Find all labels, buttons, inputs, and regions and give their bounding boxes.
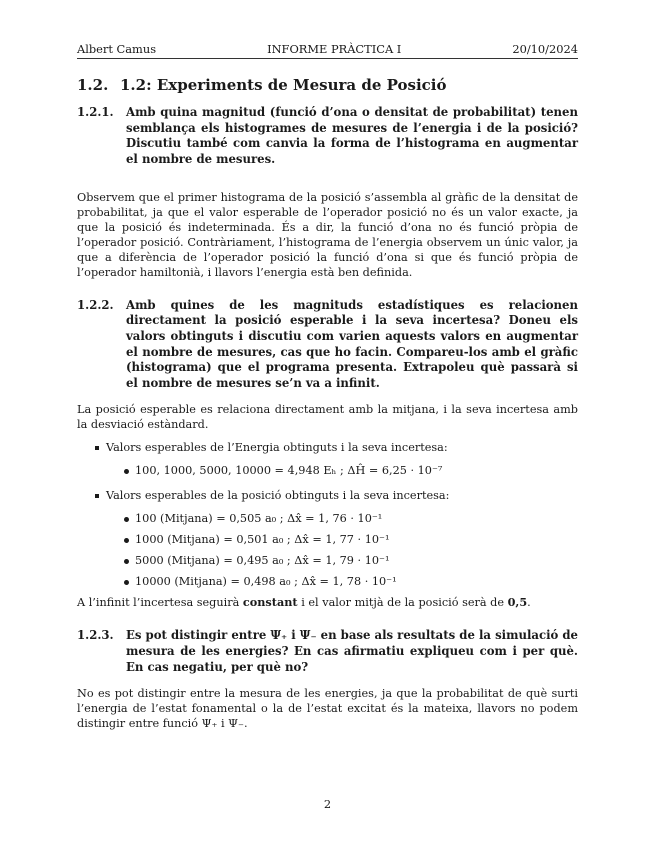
energy-sublist [106, 464, 578, 479]
conclusion-text: i el valor mitjà de la posició serà de [297, 596, 508, 610]
energy-heading: Valors esperables de l’Energia obtinguts i la seva incertesa: [106, 441, 448, 455]
list-item [93, 441, 578, 479]
position-value: 1000 (Mitjana) = 0,501 a₀ ; Δx̂ = 1, 77 · 10⁻¹ [135, 532, 390, 546]
list-item [123, 512, 578, 527]
conclusion-paragraph [77, 595, 578, 611]
list-item [93, 489, 578, 590]
position-value: 5000 (Mitjana) = 0,495 a₀ ; Δx̂ = 1, 79 · 10⁻¹ [135, 553, 390, 567]
list-item [123, 533, 578, 548]
list-item [123, 575, 578, 590]
position-value: 100 (Mitjana) = 0,505 a₀ ; Δx̂ = 1, 76 · 10⁻¹ [135, 511, 383, 525]
page-number: 2 [323, 797, 332, 811]
header-date: 20/10/2024 [512, 42, 578, 56]
subsection-heading-1 [77, 105, 578, 167]
list-item [123, 464, 578, 479]
list-item [123, 554, 578, 569]
subsection-heading-2 [77, 298, 578, 392]
subsection-question: Amb quines de les magnituds estadístiques es relacionen directament la posició esperable i la seva incertesa? Doneu els valors obtinguts i discutiu com varien aquests valors en augmentar el nombre de mesures, cas que ho facin. Compareu-los amb el gràfic (histograma) que el programa presenta. Extrapoleu què passarà si el nombre de mesures se’n va a infinit. [126, 297, 578, 390]
subsection-question: Es pot distingir entre Ψ₊ i Ψ₋ en base als resultats de la simulació de mesura de les energies? En cas afirmatiu expliqueu com i per què. En cas negatiu, per què no? [126, 628, 578, 674]
section-heading [77, 78, 578, 93]
conclusion-emphasis: constant [242, 595, 298, 610]
page-header [77, 40, 578, 56]
position-value: 10000 (Mitjana) = 0,498 a₀ ; Δx̂ = 1, 78 · 10⁻¹ [135, 574, 397, 588]
conclusion-text: . [527, 596, 531, 610]
section-title: 1.2: Experiments de Mesura de Posició [120, 76, 447, 94]
conclusion-text: A l’infinit l’incertesa seguirà [77, 596, 243, 610]
subsection-heading-3 [77, 628, 578, 675]
page-content [77, 78, 578, 732]
position-sublist [106, 512, 578, 590]
subsection-number: 1.2.2. [77, 297, 114, 312]
answer-paragraph-3: No es pot distingir entre la mesura de les energies, ja que la probabilitat de què surti l’energia de l’estat fonamental o la de l’estat excitat és la mateixa, llavors no podem distingir entre funció Ψ₊ i Ψ₋. [77, 687, 578, 730]
subsection-number: 1.2.3. [77, 628, 114, 643]
position-heading: Valors esperables de la posició obtinguts i la seva incertesa: [106, 488, 450, 502]
subsection-question: Amb quina magnitud (funció d’ona o densitat de probabilitat) tenen semblança els histogrames de mesures de l’energia i de la posició? Discutiu també com canvia la forma de l’histograma en augmentar el nombre de mesures. [126, 104, 578, 166]
header-title: INFORME PRÀCTICA I [267, 42, 402, 56]
conclusion-emphasis: 0,5 [507, 595, 528, 610]
subsection-number: 1.2.1. [77, 104, 114, 119]
header-author: Albert Camus [77, 42, 157, 56]
energy-value: 100, 1000, 5000, 10000 = 4,948 Eₕ ; ΔĤ = 6,25 · 10⁻⁷ [135, 464, 443, 477]
section-number: 1.2. [77, 76, 109, 94]
header-rule [77, 58, 578, 59]
answer-paragraph-1: Observem que el primer histograma de la posició s’assembla al gràfic de la densitat de probabilitat, ja que el valor esperable de l’operador posició no és un valor exacte, ja que la posició és indeterminada. És a dir, la funció d’ona no és funció pròpia de l’operador posició. Contràriament, l’histograma de l’energia observem un únic valor, ja que a diferència de l’operador posició la funció d’ona si que és funció pròpia de l’operador hamiltonià, i llavors l’energia està ben definida. [77, 191, 578, 279]
values-list [77, 441, 578, 589]
answer-paragraph-2: La posició esperable es relaciona directament amb la mitjana, i la seva incertesa amb la desviació estàndard. [77, 403, 578, 432]
